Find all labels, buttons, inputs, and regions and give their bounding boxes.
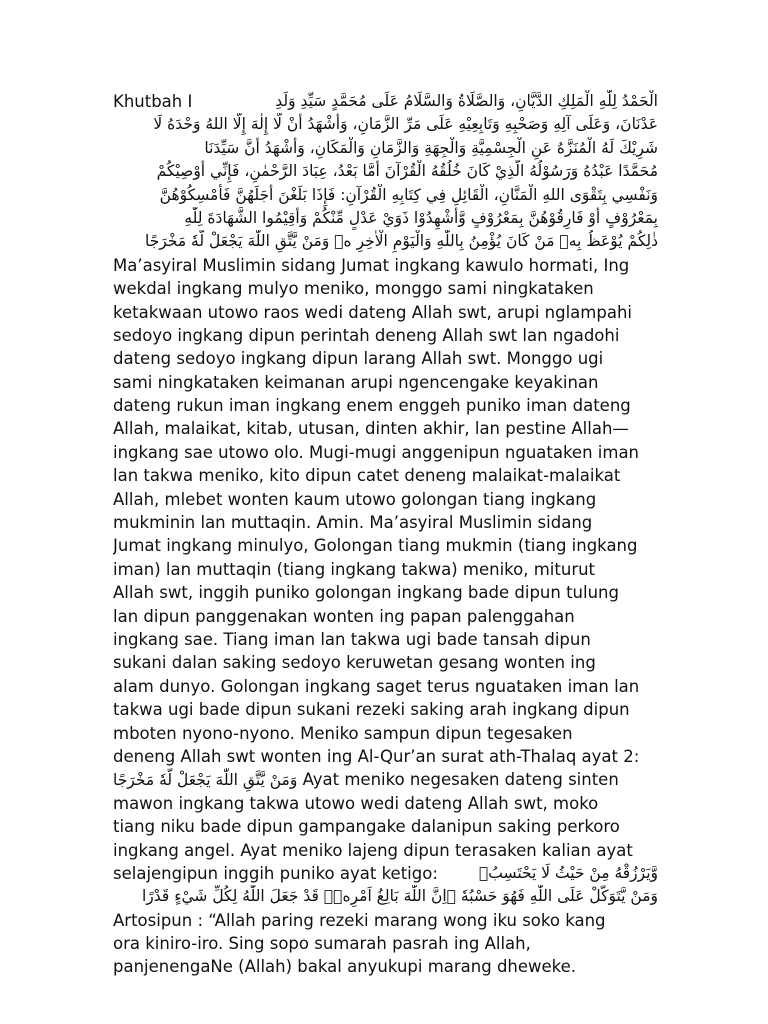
- arabic-line: شَرِيْكَ لَهُ الْمُنَزَّهُ عَنِ الْجِسْمِيَّةِ وَالْجِهَةِ وَالزَّمَانِ وَالْمَكَانِ، وَأَشْهَدُ أَنَّ سَيِّدَنَا: [204, 138, 658, 157]
- body-line: lan takwa meniko, kito dipun catet deneng malaikat-malaikat: [113, 466, 621, 486]
- translation-line: ora kiniro-iro. Sing sopo sumarah pasrah ing Allah,: [113, 934, 531, 954]
- arabic-opening: الْحَمْدُ لِلّٰهِ الْمَلِكِ الدَّيَّانِ، وَالصَّلَاةُ وَالسَّلَامُ عَلَى مُحَمَّدٍ سَيِّدِ وَلَدِ: [275, 92, 658, 110]
- verse-arabic-2: وَّيَرْزُقْهُ مِنْ حَيْثُ لَا يَحْتَسِبُۗ: [478, 863, 658, 882]
- body-line: wekdal ingkang mulyo meniko, monggo sami ningkataken: [113, 279, 594, 299]
- body-line: sedoyo ingkang dipun perintah deneng Allah swt lan ngadohi: [113, 325, 620, 345]
- verse-intro-text: selajengipun inggih puniko ayat ketigo:: [113, 863, 438, 883]
- body-line: mboten nyono-nyono. Meniko sampun dipun tegesaken: [113, 723, 573, 743]
- arabic-line: عَدْنَانَ، وَعَلَى آلِهِ وَصَحْبِهِ وَتَابِعِيْهِ عَلَى مَرِّ الزَّمَانِ، وَأَشْهَدُ أَنْ لَّا إِلٰهَ إِلَّا اللهُ وَحْدَهُ لَا: [153, 115, 658, 134]
- arabic-line: وَنَفْسِي بِتَقْوَى اللهِ الْمَنَّانِ، الْقَائِلِ فِي كِتَابِهِ الْقُرْآنِ: فَإِذَا بَلَغْنَ أَجَلَهُنَّ فَأَمْسِكُوْهُنَّ: [159, 185, 658, 204]
- document-page: [113, 90, 658, 979]
- body-line: Allah, mlebet wonten kaum utowo golongan tiang ingkang: [113, 489, 597, 509]
- translation-line: panjenengaNe (Allah) bakal anyukupi marang dheweke.: [113, 957, 577, 977]
- body-line: lan dipun panggenakan wonten ing papan palenggahan: [113, 606, 575, 626]
- body-line: ingkang angel. Ayat meniko lajeng dipun terasaken kalian ayat: [113, 840, 633, 860]
- arabic-verse-line: وَمَنْ يَّتَوَكَّلْ عَلَى اللّٰهِ فَهُوَ حَسْبُهٗ ۗاِنَّ اللّٰهَ بَالِغُ اَمْرِهٖۗ قَدْ جَعَلَ اللّٰهُ لِكُلِّ شَيْءٍ قَدْرًا: [141, 887, 658, 906]
- body-line: sukani dalan saking sedoyo keruwetan gesang wonten ing: [113, 653, 596, 673]
- arabic-line: ذٰلِكُمْ يُوْعَظُ بِهٖ مَنْ كَانَ يُؤْمِنُ بِاللّٰهِ وَالْيَوْمِ الْاٰخِرِ ەۗ وَمَنْ يَّتَّقِ اللّٰهَ يَجْعَلْ لَّهٗ مَخْرَجًا: [144, 232, 658, 251]
- arabic-line: مُحَمَّدًا عَبْدُهُ وَرَسُوْلُهُ الَّذِيْ كَانَ خُلُقُهُ الْقُرْآنَ أَمَّا بَعْدُ، عِبَادَ الرَّحْمٰنِ، فَإِنِّي أُوْصِيْكُمْ: [156, 162, 658, 181]
- verse-line: [113, 768, 658, 791]
- body-line: alam dunyo. Golongan ingkang saget terus nguataken iman lan: [113, 676, 640, 696]
- body-line: dateng rukun iman ingkang enem enggeh puniko iman dateng: [113, 396, 631, 416]
- body-line: tiang niku bade dipun gampangake dalanipun saking perkoro: [113, 817, 620, 837]
- body-line: mukminin lan muttaqin. Amin. Ma’asyiral Muslimin sidang: [113, 513, 593, 533]
- body-line: mawon ingkang takwa utowo wedi dateng Allah swt, moko: [113, 793, 599, 813]
- verse-arabic: وَمَنْ يَّتَّقِ اللّٰهَ يَجْعَلْ لَّهٗ مَخْرَجًا: [113, 771, 298, 790]
- body-line: takwa ugi bade dipun sukani rezeki saking arah ingkang dipun: [113, 700, 630, 720]
- verse-text: Ayat meniko negesaken dateng sinten: [297, 770, 619, 790]
- body-line: Jumat ingkang minulyo, Golongan tiang mukmin (tiang ingkang: [113, 536, 638, 556]
- body-line: ketakwaan utowo raos wedi dateng Allah swt, arupi nglampahi: [113, 302, 632, 322]
- khutbah-title: Khutbah I: [113, 92, 193, 111]
- body-line: ingkang sae. Tiang iman lan takwa ugi bade tansah dipun: [113, 629, 591, 649]
- translation-line: Artosipun : “Allah paring rezeki marang wong iku soko kang: [113, 910, 606, 930]
- body-line: Allah, malaikat, kitab, utusan, dinten akhir, lan pestine Allah—: [113, 419, 629, 439]
- body-line: deneng Allah swt wonten ing Al-Qur’an surat ath-Thalaq ayat 2:: [113, 746, 640, 766]
- body-line: ingkang sae utowo olo. Mugi-mugi anggenipun nguataken iman: [113, 442, 640, 462]
- body-line: dateng sedoyo ingkang dipun larang Allah swt. Monggo ugi: [113, 349, 604, 369]
- verse-line-2: [113, 862, 658, 885]
- body-line: iman) lan muttaqin (tiang ingkang takwa) meniko, miturut: [113, 559, 596, 579]
- arabic-line: بِمَعْرُوْفٍ أَوْ فَارِقُوْهُنَّ بِمَعْرُوْفٍ وَّأَشْهِدُوْا ذَوَيْ عَدْلٍ مِّنْكُمْ وَأَقِيْمُوا الشَّهَادَةَ لِلّٰهِ: [184, 208, 658, 227]
- header-line: [113, 90, 658, 113]
- body-line: sami ningkataken keimanan arupi ngencengake keyakinan: [113, 372, 599, 392]
- body-line: Allah swt, inggih puniko golongan ingkang bade dipun tulung: [113, 583, 619, 603]
- body-line: Ma’asyiral Muslimin sidang Jumat ingkang kawulo hormati, Ing: [113, 255, 630, 275]
